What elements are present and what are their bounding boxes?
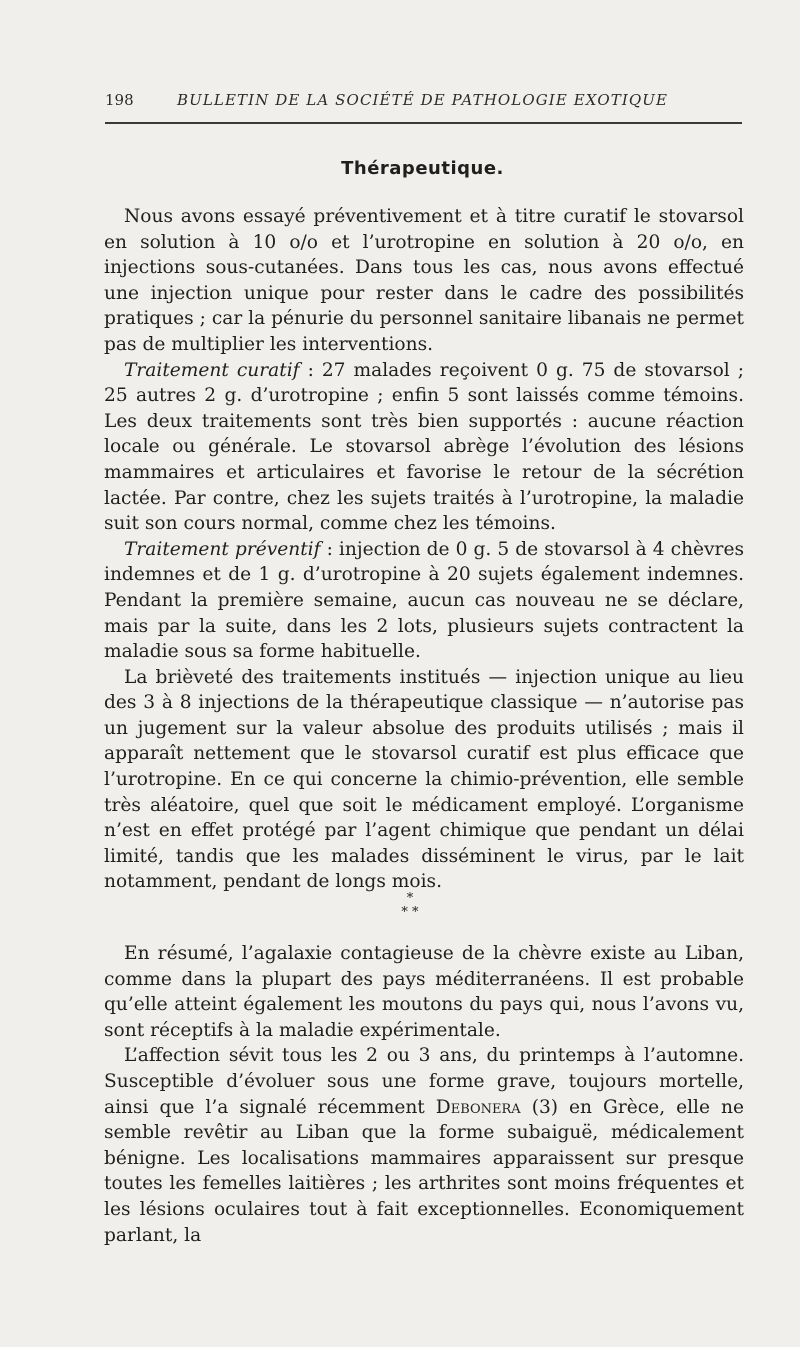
page-number: 198: [105, 91, 134, 109]
asterism-top: *: [406, 891, 414, 906]
asterism-separator: [0, 892, 800, 920]
paragraph-affection: [104, 1043, 744, 1248]
journal-title: BULLETIN DE LA SOCIÉTÉ DE PATHOLOGIE EXOTIQUE: [177, 91, 669, 109]
preventive-text: : injection de 0 g. 5 de stovarsol à 4 chèvres indemnes et de 1 g. d’urotropine à 20 sujets également indemnes. Pendant la première semaine, aucun cas nouveau ne se déclare, mais par la suite, dans les 2 lots, plusieurs sujets contractent la maladie sous sa forme habituelle.: [104, 538, 744, 663]
affection-text-end: (3) en Grèce, elle ne semble revêtir au Liban que la forme subaiguë, médicalement bénigne. Les localisations mammaires apparaissent sur presque toutes les femelles laitières ; les arthrites sont moins fréquentes et les lésions oculaires tout à fait exceptionnelles. Economiquement parlant, la: [104, 1096, 744, 1246]
preventive-heading: Traitement préventif: [124, 538, 321, 560]
asterism-bottom: * *: [401, 905, 419, 920]
paragraph-preventive: [104, 537, 744, 665]
curative-heading: Traitement curatif: [124, 359, 300, 381]
paragraph-discussion: La brièveté des traitements institués — injection unique au lieu des 3 à 8 injections de la thérapeutique classique — n’autorise pas un jugement sur la valeur absolue des produits utilisés ; mais il apparaît nettement que le stovarsol curatif est plus efficace que l’urotropine. En ce qui concerne la chimio-prévention, elle semble très aléatoire, quel que soit le médicament employé. L’organisme n’est en effet protégé par l’agent chimique que pendant un délai limité, tandis que les malades disséminent le virus, par le lait notamment, pendant de longs mois.: [104, 666, 744, 893]
running-header: [105, 91, 745, 115]
summary-text: [104, 941, 744, 1248]
paragraph-summary: En résumé, l’agalaxie contagieuse de la chèvre existe au Liban, comme dans la plupart des pays méditerranéens. Il est probable qu’elle atteint également les moutons du pays qui, nous l’avons vu, sont réceptifs à la maladie expérimentale.: [104, 943, 744, 1041]
paragraph-trials: Nous avons essayé préventivement et à titre curatif le stovarsol en solution à 10 o/o et l’urotropine en solution à 20 o/o, en injections sous-cutanées. Dans tous les cas, nous avons effectué une injection unique pour rester dans le cadre des possibilités pratiques ; car la pénurie du personnel sanitaire libanais ne permet pas de multiplier les interventions.: [104, 206, 744, 355]
section-title: Thérapeutique.: [341, 158, 504, 179]
curative-text: : 27 malades reçoivent 0 g. 75 de stovarsol ; 25 autres 2 g. d’urotropine ; enfin 5 sont laissés comme témoins. Les deux traitements sont très bien supportés : aucune réaction locale ou générale. Le stovarsol abrège l’évolution des lésions mammaires et articulaires et favorise le retour de la sécrétion lactée. Par contre, chez les sujets traités à l’urotropine, la maladie suit son cours normal, comme chez les témoins.: [104, 359, 744, 535]
author-citation: Debonera: [435, 1096, 521, 1118]
therapeutics-text: [104, 204, 744, 895]
header-rule: [105, 122, 742, 124]
affection-text-start: L’affection sévit tous les 2 ou 3 ans, du printemps à l’automne. Susceptible d’évoluer sous une forme grave, toujours mortelle, ainsi que l’a signalé récemment: [104, 1045, 744, 1118]
paragraph-curative: [104, 358, 744, 537]
